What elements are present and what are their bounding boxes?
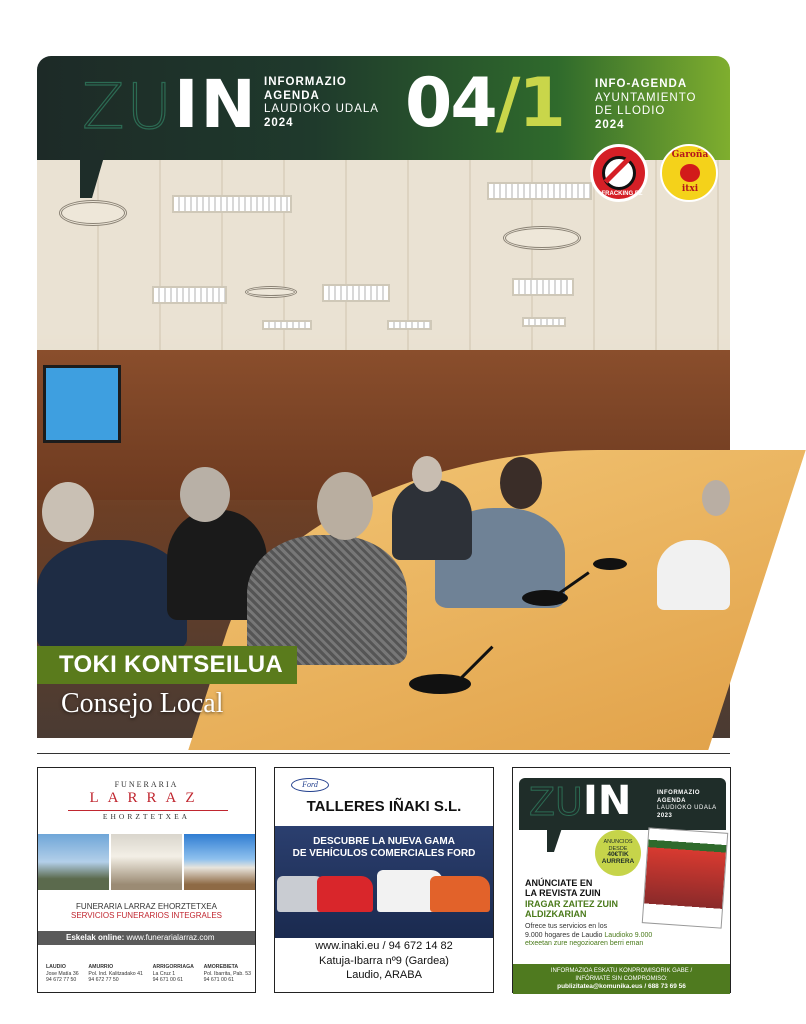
zuin-logo-block: ZU IN INFORMAZIO AGENDA LAUDIOKO UDALA 2023 bbox=[519, 778, 726, 830]
attendee-head bbox=[500, 457, 542, 509]
building-photo bbox=[38, 834, 109, 890]
location: AMOREBIETA Pol. Ibarrita, Pab. 53 94 671 00 61 bbox=[203, 964, 251, 983]
pickup-image bbox=[430, 876, 490, 912]
no-fracking-badge: FRACKING EZ bbox=[590, 144, 648, 202]
ad-funeraria-larraz[interactable]: FUNERARIA LARRAZ EHORZTETXEA FUNERARIA LARRAZ EHORZTETXEA SERVICIOS FUNERARIOS INTEGRALES Eskelak online: www.funerarialarraz.com LAUDIO Jose Matía 36 94 672 77 50 AMURRIO Pol. Ind. Kalitzadako 41 94 672 77 50 ARRIGORRIAGA La Cruz 1 94 671 00 61 AMOREBIETA Pol. Ibarrita, Pab. 53 94 671 00 61 bbox=[37, 767, 256, 993]
microphone bbox=[409, 674, 471, 694]
masthead-info-spanish: INFO-AGENDA AYUNTAMIENTO DE LLODIO 2024 bbox=[595, 78, 697, 131]
microphone bbox=[522, 590, 568, 606]
ceiling-light bbox=[262, 320, 312, 330]
attendee-head bbox=[42, 482, 94, 542]
price-circle: ANUNCIOS DESDE 40€TIK AURRERA bbox=[595, 830, 641, 876]
projection-screen bbox=[43, 365, 121, 443]
locations bbox=[46, 964, 251, 984]
ceiling-light bbox=[387, 320, 432, 330]
ford-vans-banner: DESCUBRE LA NUEVA GAMA DE VEHÍCULOS COMERCIALES FORD bbox=[275, 826, 493, 938]
interior-photo bbox=[111, 834, 182, 890]
attendee bbox=[657, 540, 730, 610]
zuin-headline-es: ANÚNCIATE EN LA REVISTA ZUIN bbox=[525, 878, 601, 898]
location: AMURRIO Pol. Ind. Kalitzadako 41 94 672 77 50 bbox=[88, 964, 143, 983]
masthead-info-basque: INFORMAZIO AGENDA LAUDIOKO UDALA 2024 bbox=[264, 76, 379, 129]
cover-subheadline: Consejo Local bbox=[61, 688, 224, 719]
van-image bbox=[317, 876, 373, 912]
cover-headline: TOKI KONTSEILUA bbox=[37, 646, 297, 684]
garona-itxi-badge: Garoña itxi bbox=[660, 144, 718, 202]
ceiling-vent bbox=[245, 286, 297, 298]
issue-number: 04/1 bbox=[405, 64, 564, 143]
attendee bbox=[37, 540, 187, 650]
attendee-head bbox=[317, 472, 373, 540]
ceiling-light bbox=[322, 284, 390, 302]
ceiling-light bbox=[152, 286, 227, 304]
ad-talleres-inaki[interactable]: Ford TALLERES IÑAKI S.L. DESCUBRE LA NUEVA GAMA DE VEHÍCULOS COMERCIALES FORD www.inaki.eu / 94 672 14 82 Katuja-Ibarra nº9 (Gardea) Laudio, ARABA bbox=[274, 767, 494, 993]
facility-photos bbox=[38, 834, 255, 890]
online-bar: Eskelak online: www.funerarialarraz.com bbox=[38, 931, 255, 945]
attendee bbox=[392, 480, 472, 560]
sun-icon bbox=[680, 164, 700, 182]
ceiling-light bbox=[512, 278, 574, 296]
microphone bbox=[593, 558, 627, 570]
zuin-headline-eu: IRAGAR ZAITEZ ZUIN ALDIZKARIAN bbox=[525, 899, 618, 919]
larraz-logo: LARRAZ bbox=[89, 790, 204, 806]
oil-rig-icon bbox=[602, 156, 636, 190]
magazine-cover-image bbox=[642, 827, 729, 928]
section-divider bbox=[37, 753, 730, 754]
attendee-head bbox=[180, 467, 230, 522]
building-photo bbox=[184, 834, 255, 890]
ceiling-light bbox=[522, 317, 566, 327]
location: ARRIGORRIAGA La Cruz 1 94 671 00 61 bbox=[152, 964, 194, 983]
location: LAUDIO Jose Matía 36 94 672 77 50 bbox=[46, 964, 79, 983]
attendee-head bbox=[702, 480, 730, 516]
talleres-name: TALLERES IÑAKI S.L. bbox=[306, 798, 462, 815]
logo-zu: ZU bbox=[82, 70, 174, 143]
talleres-contact[interactable]: www.inaki.eu / 94 672 14 82 bbox=[315, 940, 453, 952]
larraz-website-link[interactable]: www.funerarialarraz.com bbox=[126, 933, 215, 942]
ceiling-vent bbox=[59, 200, 127, 226]
attendee-head bbox=[412, 456, 442, 492]
zuin-description: Ofrece tus servicios en los 9.000 hogares de Laudio Laudioko 9.000 etxeetan zure negozioaren berri eman bbox=[525, 923, 653, 947]
ceiling-vent bbox=[503, 226, 581, 250]
zuin-contact-footer[interactable]: INFORMAZIOA ESKATU KONPROMISORIK GABE / INFÓRMATE SIN COMPROMISO: publizitatea@komunika.eus / 688 73 69 56 bbox=[513, 964, 730, 994]
speech-bubble-tail bbox=[547, 828, 562, 852]
ford-logo: Ford bbox=[291, 778, 329, 792]
ceiling-light bbox=[172, 195, 292, 213]
ad-zuin-advertising[interactable] bbox=[512, 767, 731, 993]
logo-in: IN bbox=[174, 66, 258, 143]
logo-rule bbox=[68, 810, 228, 811]
ceiling-light bbox=[487, 182, 592, 200]
speech-bubble-tail bbox=[80, 150, 106, 198]
